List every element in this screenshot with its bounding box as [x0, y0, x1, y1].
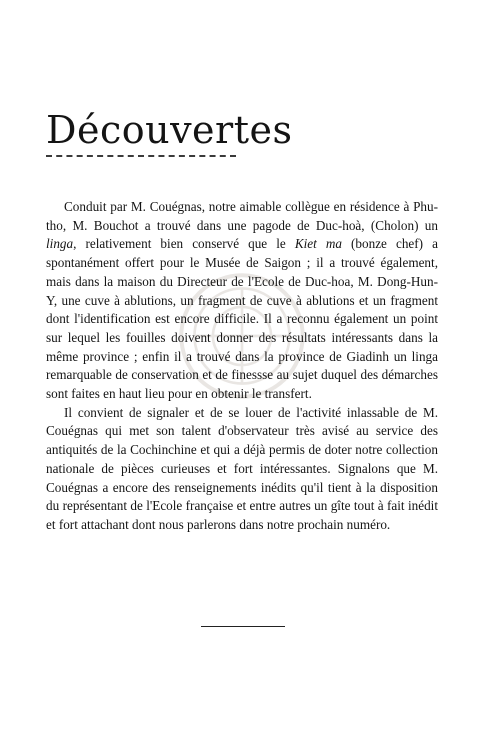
end-divider: [201, 626, 285, 627]
title-underline: [46, 155, 236, 157]
text-run: , relativement bien conservé que le: [73, 236, 295, 252]
text-run: Il convient de signaler et de se louer de l'activité inlassable de M. Couégnas qui met son talent d'observateur très avisé au service des antiquités de la Cochinchine et qui a déjà permis de doter notre collection nationale de pièces curieuses et fort intéressantes. Signalons que M. Couégnas a encore des renseignements inédits qu'il tient à la disposition du représentant de l'Ecole française et entre autres un gîte tout à fait inédit et fort attachant dont nous parlerons dans notre prochain numéro.: [46, 404, 438, 532]
text-run: Conduit par M. Couégnas, notre aimable collègue en résidence à Phu-tho, M. Bouchot a trouvé dans une pagode de Duc-hoà, (Cholon) un: [46, 199, 438, 233]
paragraph: [46, 404, 438, 535]
page-title: Découvertes: [46, 108, 293, 152]
italic-term: Kiet ma: [294, 236, 342, 252]
paragraph: [46, 198, 438, 404]
title-block: [46, 108, 293, 157]
italic-term: linga: [46, 236, 74, 252]
text-run: (bonze chef) a spontanément offert pour le Musée de Saigon ; il a trouvé également, mais dans la maison du Directeur de l'Ecole de Duc-hoa, M. Dong-Hun-Y, une cuve à ablutions, un fragment de cuve à ablutions et un fragment dont l'identification est encore difficile. Il a reconnu également un point sur lequel les fouilles doivent donner des résultats intéressants dans la même province ; enfin il a trouvé dans la province de Giadinh un linga remarquable de conservation et de finessse au sujet duquel des démarches sont faites en haut lieu pour en obtenir le transfert.: [46, 236, 438, 402]
article-body: [46, 198, 438, 535]
